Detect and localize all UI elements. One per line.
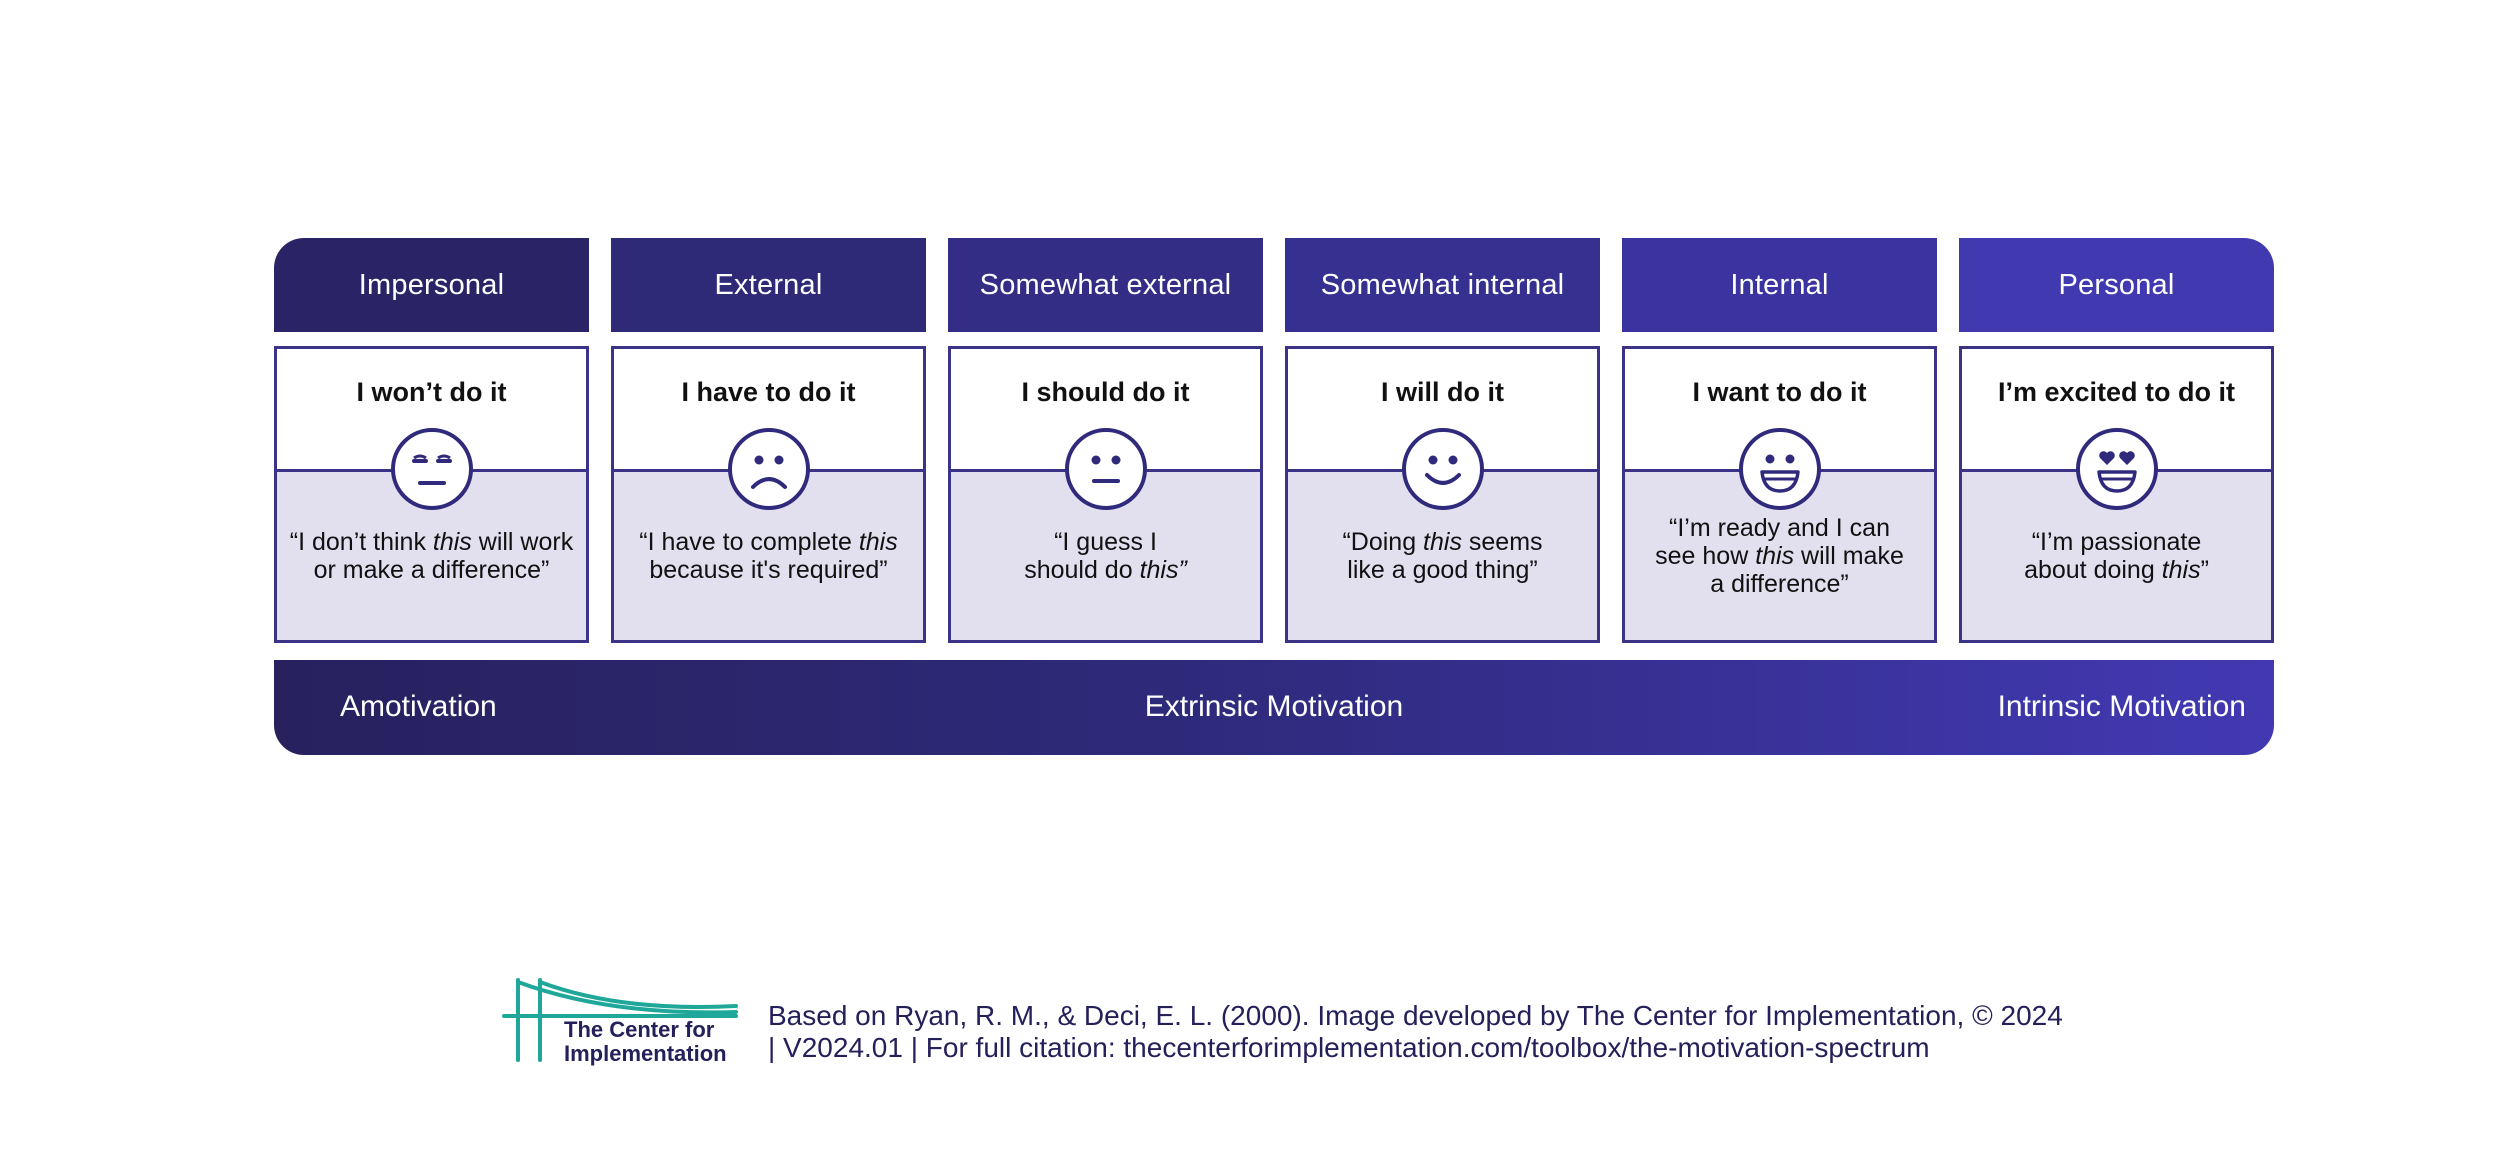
spectrum-column	[611, 238, 926, 584]
quote-emphasis: this	[1423, 528, 1462, 556]
quote-line	[1972, 556, 2261, 584]
column-statement: I’m excited to do it	[1997, 377, 2236, 407]
column-quote	[1635, 514, 1924, 598]
quote-text: like a good thing”	[1347, 556, 1538, 584]
column-statement: I should do it	[1021, 377, 1190, 407]
neutral-face-icon	[1064, 427, 1148, 511]
quote-text: will make	[1794, 542, 1904, 570]
column-quote	[1972, 528, 2261, 584]
quote-text: “I have to complete	[639, 528, 859, 556]
logo-text	[564, 1018, 727, 1066]
column-statement: I have to do it	[681, 377, 856, 407]
heart-eyes-face-icon	[2075, 427, 2159, 511]
quote-text: “I guess I	[1054, 528, 1157, 556]
quote-line	[961, 528, 1250, 556]
column-quote	[1298, 528, 1587, 584]
quote-line	[1298, 528, 1587, 556]
column-quote	[961, 528, 1250, 584]
column-header: External	[611, 238, 926, 332]
spectrum-column	[1959, 238, 2274, 584]
motivation-spectrum	[274, 238, 2274, 755]
spectrum-column	[1285, 238, 1600, 584]
grin-face-icon	[1738, 427, 1822, 511]
column-header: Personal	[1959, 238, 2274, 332]
quote-line	[1635, 514, 1924, 542]
citation-line-1: Based on Ryan, R. M., & Deci, E. L. (2000). Image developed by The Center for Implementation, © 2024	[768, 1000, 2063, 1031]
column-statement: I will do it	[1381, 377, 1504, 407]
column-card	[274, 346, 589, 643]
quote-line	[287, 528, 576, 556]
column-card	[1622, 346, 1937, 643]
citation-line-2: | V2024.01 | For full citation: thecenterforimplementation.com/toolbox/the-motivation-spectrum	[768, 1032, 1930, 1063]
quote-line	[624, 528, 913, 556]
quote-text: “Doing	[1342, 528, 1424, 556]
meh-squint-face-icon	[390, 427, 474, 511]
bar-label-extrinsic: Extrinsic Motivation	[1144, 690, 1404, 723]
quote-text: about doing	[2024, 556, 2162, 584]
quote-emphasis: this”	[1139, 556, 1187, 584]
quote-text: “I don’t think	[289, 528, 433, 556]
quote-line	[961, 556, 1250, 584]
column-header: Somewhat internal	[1285, 238, 1600, 332]
quote-emphasis: this	[2161, 556, 2201, 584]
quote-text: ”	[2200, 556, 2209, 584]
column-statement: I won’t do it	[356, 377, 507, 407]
quote-text: or make a difference”	[313, 556, 550, 584]
quote-text: see how	[1655, 542, 1756, 570]
column-header: Impersonal	[274, 238, 589, 332]
bar-label-amotivation: Amotivation	[340, 690, 497, 723]
spectrum-column	[274, 238, 589, 584]
column-card	[1959, 346, 2274, 643]
column-statement: I want to do it	[1692, 377, 1867, 407]
quote-line	[1635, 542, 1924, 570]
spectrum-column	[948, 238, 1263, 584]
quote-line	[1635, 570, 1924, 598]
quote-text: a difference”	[1710, 570, 1849, 598]
quote-emphasis: this	[432, 528, 472, 556]
column-quote	[624, 528, 913, 584]
citation-text	[768, 1000, 2168, 1064]
quote-text: because it's required”	[649, 556, 888, 584]
quote-line	[287, 556, 576, 584]
logo-text-line1: The Center for	[564, 1017, 715, 1042]
column-card	[611, 346, 926, 643]
quote-text: will work	[471, 528, 574, 556]
quote-text: seems	[1461, 528, 1543, 556]
column-header: Somewhat external	[948, 238, 1263, 332]
quote-emphasis: this	[1755, 542, 1795, 570]
quote-text: “I’m ready and I can	[1669, 514, 1890, 542]
center-for-implementation-logo	[500, 976, 740, 1066]
smile-face-icon	[1401, 427, 1485, 511]
quote-text: “I’m passionate	[2031, 528, 2202, 556]
column-card	[1285, 346, 1600, 643]
frown-face-icon	[727, 427, 811, 511]
column-card	[948, 346, 1263, 643]
quote-line	[1298, 556, 1587, 584]
quote-line	[1972, 528, 2261, 556]
motivation-bar	[274, 660, 2274, 755]
quote-emphasis: this	[858, 528, 898, 556]
spectrum-column	[1622, 238, 1937, 598]
quote-line	[624, 556, 913, 584]
quote-text: should do	[1024, 556, 1140, 584]
column-quote	[287, 528, 576, 584]
bar-label-intrinsic: Intrinsic Motivation	[1997, 690, 2246, 723]
column-header: Internal	[1622, 238, 1937, 332]
logo-text-line2: Implementation	[564, 1041, 727, 1066]
